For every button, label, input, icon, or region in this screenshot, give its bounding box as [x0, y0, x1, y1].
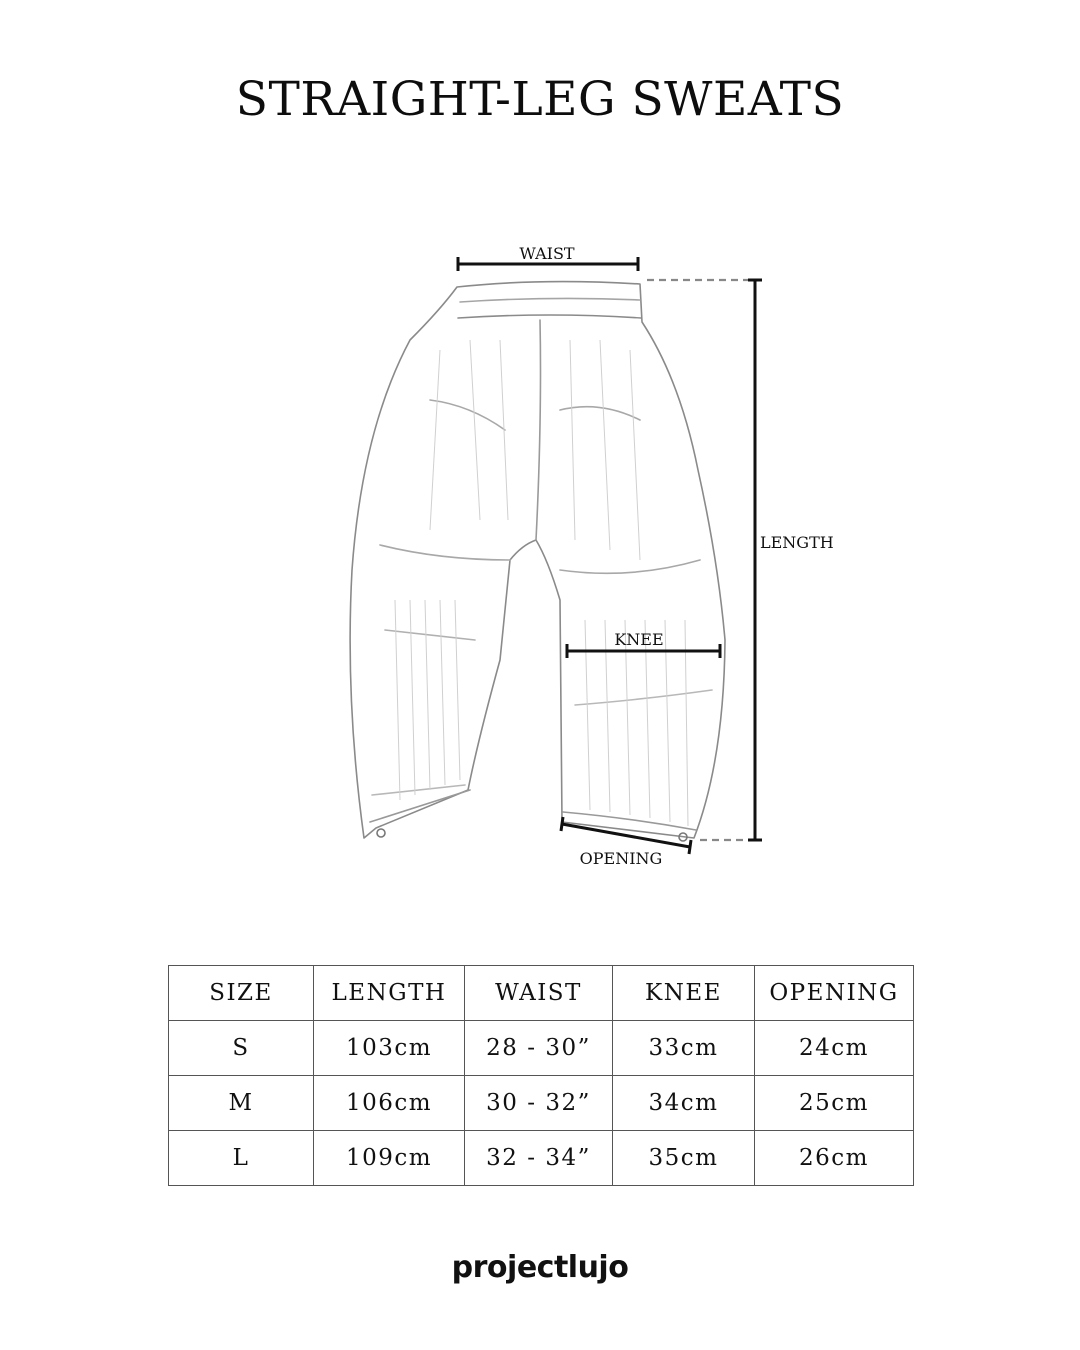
header-length: LENGTH	[314, 966, 465, 1021]
cell-knee: 33cm	[613, 1021, 755, 1076]
cell-size: S	[169, 1021, 314, 1076]
header-size: SIZE	[169, 966, 314, 1021]
measurement-lines	[458, 257, 762, 854]
cell-length: 106cm	[314, 1076, 465, 1131]
opening-label: OPENING	[579, 849, 663, 868]
table-header-row	[169, 966, 914, 1021]
knee-label: KNEE	[614, 630, 664, 649]
cell-size: M	[169, 1076, 314, 1131]
cell-waist: 32 - 34”	[465, 1131, 613, 1186]
cell-knee: 35cm	[613, 1131, 755, 1186]
cell-opening: 26cm	[755, 1131, 914, 1186]
header-opening: OPENING	[755, 966, 914, 1021]
cell-opening: 24cm	[755, 1021, 914, 1076]
header-waist: WAIST	[465, 966, 613, 1021]
cell-waist: 30 - 32”	[465, 1076, 613, 1131]
cell-waist: 28 - 30”	[465, 1021, 613, 1076]
cell-length: 109cm	[314, 1131, 465, 1186]
cell-knee: 34cm	[613, 1076, 755, 1131]
cell-size: L	[169, 1131, 314, 1186]
table-row	[169, 1021, 914, 1076]
header-knee: KNEE	[613, 966, 755, 1021]
table-row	[169, 1131, 914, 1186]
page-title: STRAIGHT-LEG SWEATS	[235, 72, 845, 127]
brand-logo: projectlujo	[451, 1250, 629, 1285]
size-chart-table	[168, 965, 914, 1186]
sketch-hatching	[395, 340, 688, 826]
table-row	[169, 1076, 914, 1131]
cell-length: 103cm	[314, 1021, 465, 1076]
cell-opening: 25cm	[755, 1076, 914, 1131]
length-label: LENGTH	[760, 533, 834, 552]
waist-label: WAIST	[519, 244, 575, 263]
